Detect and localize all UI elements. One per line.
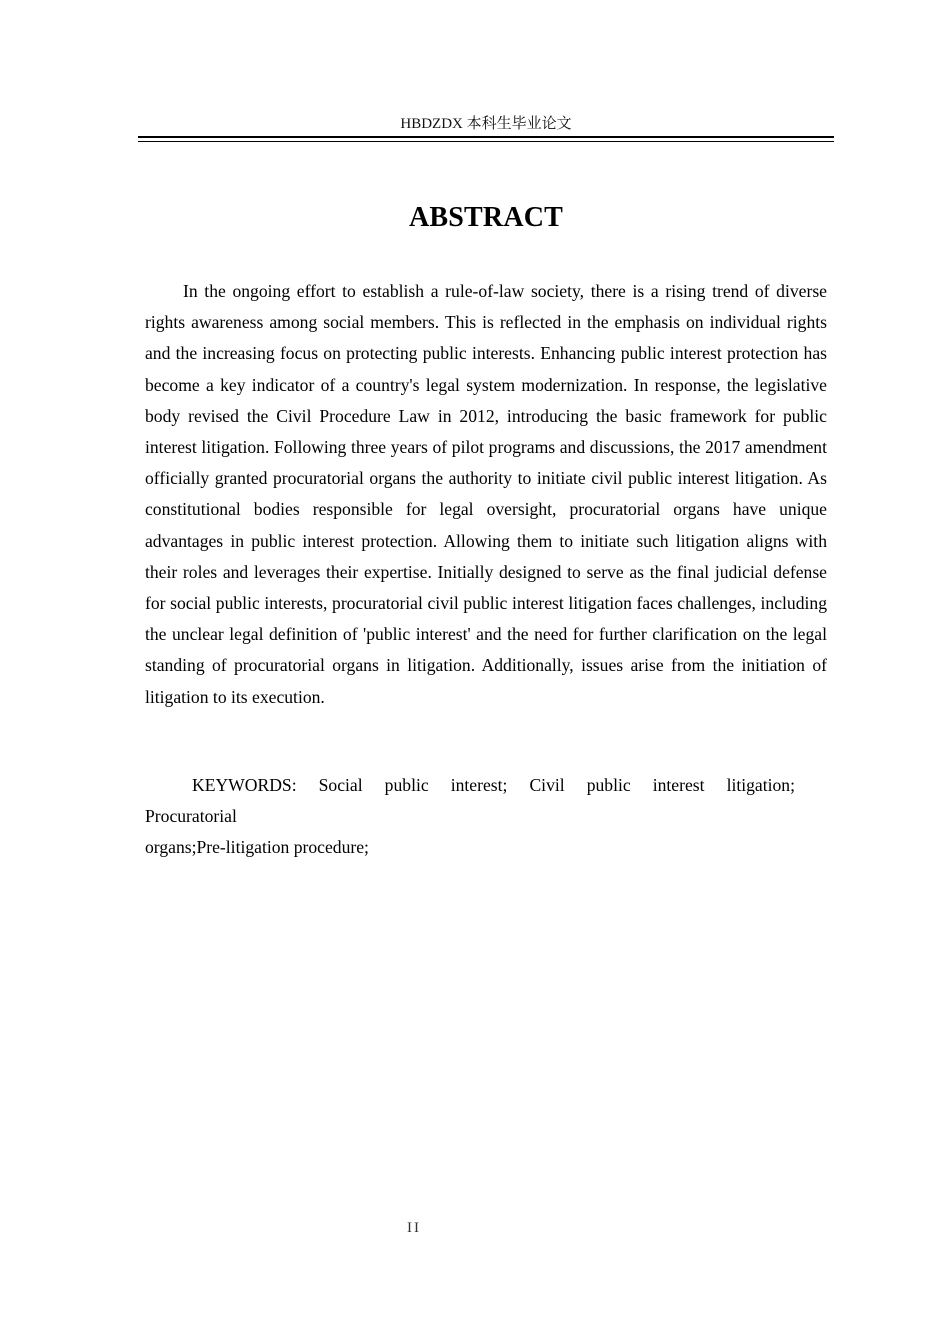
page-title: ABSTRACT <box>408 202 564 233</box>
keywords-line-2: Procuratorial <box>145 806 237 826</box>
abstract-body: In the ongoing effort to establish a rule-of-law society, there is a rising trend of diverse rights awareness among social members. This is reflected in the emphasis on individual rights and the increasing focus on protecting public interests. Enhancing public interest protection has become a key indicator of a country's legal system modernization. In response, the legislative body revised the Civil Procedure Law in 2012, introducing the basic framework for public interest litigation. Following three years of pilot programs and discussions, the 2017 amendment officially granted procuratorial organs the authority to initiate civil public interest litigation. As constitutional bodies responsible for legal oversight, procuratorial organs have unique advantages in public interest protection. Allowing them to initiate such litigation aligns with their roles and leverages their expertise. Initially designed to serve as the final judicial defense for social public interests, procuratorial civil public interest litigation faces challenges, including the unclear legal definition of 'public interest' and the need for further clarification on the legal standing of procuratorial organs in litigation. Additionally, issues arise from the initiation of litigation to its execution. <box>145 281 827 707</box>
running-header: HBDZDX 本科生毕业论文 <box>400 116 572 132</box>
header-rule-thick <box>138 136 834 138</box>
header-rule-thin <box>138 141 834 142</box>
page-number: II <box>407 1220 421 1236</box>
keywords-line-3: organs;Pre-litigation procedure; <box>145 837 369 857</box>
keywords-block <box>145 770 827 863</box>
keywords-line-1: KEYWORDS: Social public interest; Civil public interest litigation; <box>192 775 795 795</box>
